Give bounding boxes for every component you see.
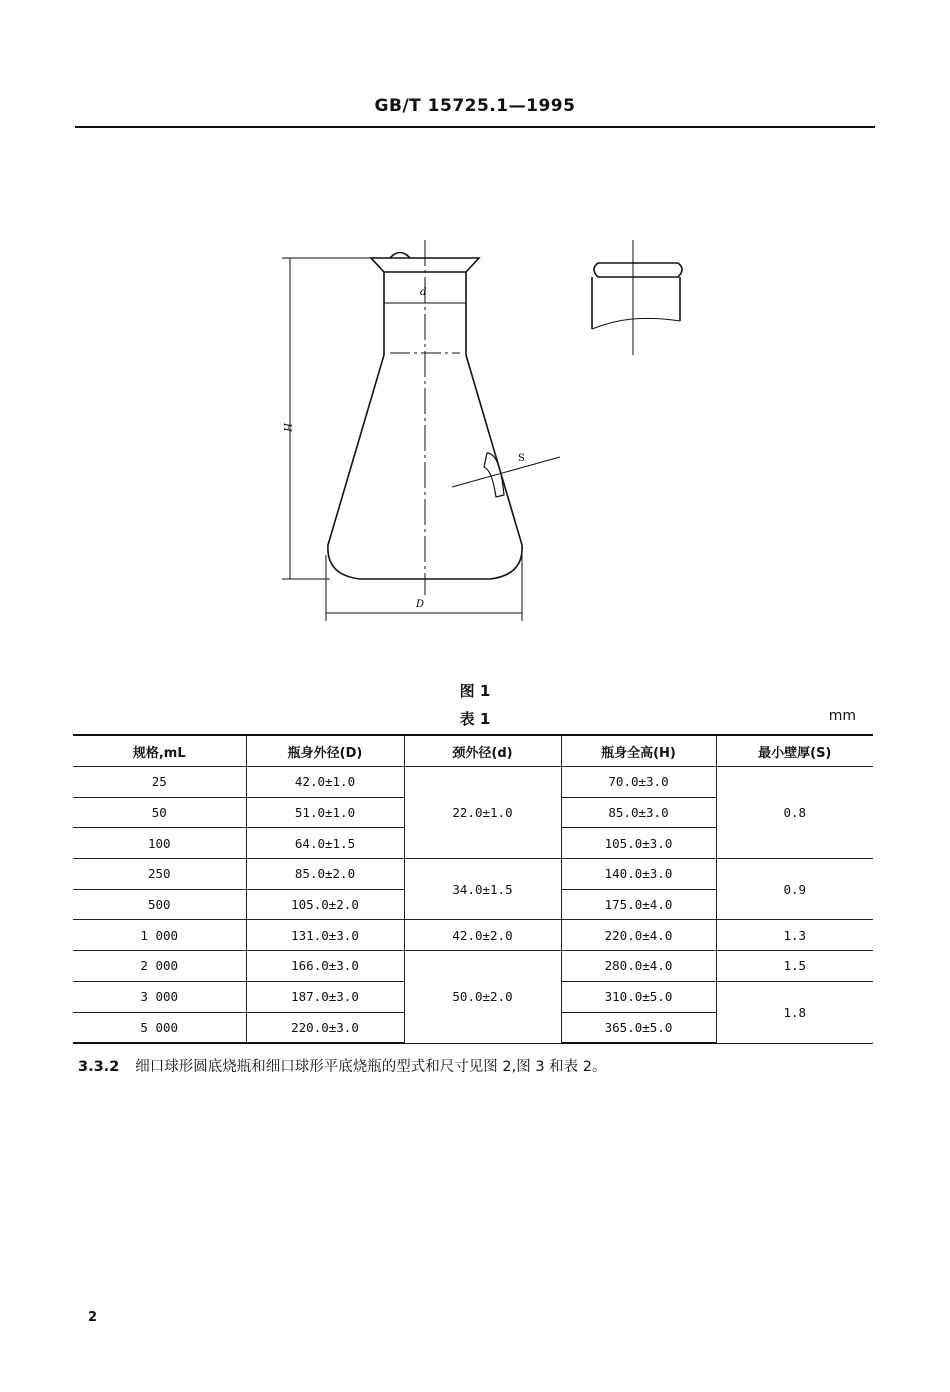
cell-spec: 25 <box>73 767 246 798</box>
cell-height: 220.0±4.0 <box>561 920 716 951</box>
col-header-wall-thickness: 最小壁厚(S) <box>716 735 873 767</box>
table-header-row <box>73 735 873 767</box>
col-header-neck-diameter: 颈外径(d) <box>404 735 561 767</box>
cell-body-diameter: 131.0±3.0 <box>246 920 404 951</box>
cell-height: 365.0±5.0 <box>561 1012 716 1043</box>
cell-spec: 2 000 <box>73 951 246 982</box>
cell-body-diameter: 220.0±3.0 <box>246 1012 404 1043</box>
cell-body-diameter: 64.0±1.5 <box>246 828 404 859</box>
section-text: 细口球形圆底烧瓶和细口球形平底烧瓶的型式和尺寸见图 2,图 3 和表 2。 <box>135 1059 607 1075</box>
cell-height: 140.0±3.0 <box>561 859 716 890</box>
cell-spec: 5 000 <box>73 1012 246 1043</box>
table-row <box>73 767 873 798</box>
table-row <box>73 920 873 951</box>
rim-knob <box>390 253 410 259</box>
cell-height: 70.0±3.0 <box>561 767 716 798</box>
cell-body-diameter: 51.0±1.0 <box>246 797 404 828</box>
label-S: S <box>518 453 525 464</box>
cell-height: 280.0±4.0 <box>561 951 716 982</box>
flask-drawing <box>260 225 700 645</box>
page-number: 2 <box>88 1310 98 1325</box>
cell-neck-diameter: 34.0±1.5 <box>404 859 561 920</box>
cell-neck-diameter: 50.0±2.0 <box>404 951 561 1044</box>
cell-spec: 250 <box>73 859 246 890</box>
cell-height: 105.0±3.0 <box>561 828 716 859</box>
cell-neck-diameter: 22.0±1.0 <box>404 767 561 859</box>
cell-spec: 1 000 <box>73 920 246 951</box>
table-caption: 表 1 <box>459 710 491 728</box>
cell-height: 175.0±4.0 <box>561 889 716 920</box>
label-H: H <box>281 423 292 432</box>
label-d: d <box>420 287 427 298</box>
col-header-spec: 规格,mL <box>73 735 246 767</box>
cell-wall-thickness: 1.8 <box>716 981 873 1043</box>
cell-body-diameter: 42.0±1.0 <box>246 767 404 798</box>
cell-wall-thickness: 0.8 <box>716 767 873 859</box>
table-unit: mm <box>828 708 856 724</box>
table-row <box>73 951 873 982</box>
cell-neck-diameter: 42.0±2.0 <box>404 920 561 951</box>
cell-spec: 50 <box>73 797 246 828</box>
cell-spec: 100 <box>73 828 246 859</box>
label-D: D <box>416 599 425 610</box>
wall-thickness-leader <box>452 457 560 487</box>
cell-wall-thickness: 1.5 <box>716 951 873 982</box>
cell-body-diameter: 105.0±2.0 <box>246 889 404 920</box>
dimensions-table <box>73 734 873 1044</box>
cell-height: 85.0±3.0 <box>561 797 716 828</box>
cell-wall-thickness: 1.3 <box>716 920 873 951</box>
col-header-height: 瓶身全高(H) <box>561 735 716 767</box>
section-paragraph <box>78 1055 607 1076</box>
cell-body-diameter: 187.0±3.0 <box>246 981 404 1012</box>
rim-detail <box>594 263 682 277</box>
cell-body-diameter: 166.0±3.0 <box>246 951 404 982</box>
figure-caption: 图 1 <box>459 682 491 700</box>
cell-height: 310.0±5.0 <box>561 981 716 1012</box>
standard-code-header: GB/T 15725.1—1995 <box>374 96 576 116</box>
cell-wall-thickness: 0.9 <box>716 859 873 920</box>
cell-spec: 3 000 <box>73 981 246 1012</box>
section-number: 3.3.2 <box>78 1059 120 1075</box>
col-header-body-diameter: 瓶身外径(D) <box>246 735 404 767</box>
header-rule <box>75 126 875 128</box>
cell-body-diameter: 85.0±2.0 <box>246 859 404 890</box>
cell-spec: 500 <box>73 889 246 920</box>
table-row <box>73 859 873 890</box>
